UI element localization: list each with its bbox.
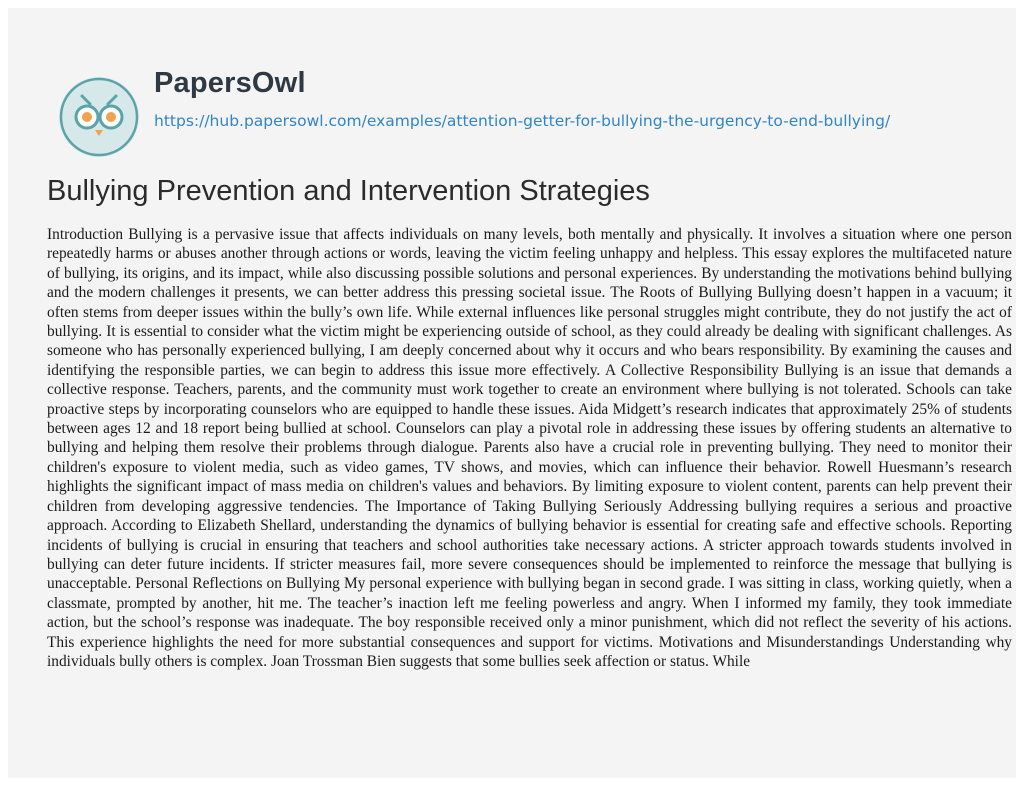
source-url-link[interactable]: https://hub.papersowl.com/examples/attention-getter-for-bullying-the-urgency-to-end-bullying/ bbox=[154, 112, 891, 130]
brand-name: PapersOwl bbox=[154, 67, 306, 99]
document-page bbox=[8, 8, 1016, 778]
owl-face-icon bbox=[56, 74, 142, 160]
article-title: Bullying Prevention and Intervention Strategies bbox=[47, 175, 650, 207]
header bbox=[8, 8, 1016, 158]
article-body: Introduction Bullying is a pervasive issue that affects individuals on many levels, both mentally and physically. It involves a situation where one person repeatedly harms or abuses another through actions or words, leaving the victim feeling unhappy and helpless. This essay explores the multifaceted nature of bullying, its origins, and its impact, while also discussing possible solutions and personal experiences. By understanding the motivations behind bullying and the modern challenges it presents, we can better address this pressing societal issue. The Roots of Bullying Bullying doesn’t happen in a vacuum; it often stems from deeper issues within the bully’s own life. While external influences like personal struggles might contribute, they do not justify the act of bullying. It is essential to consider what the victim might be experiencing outside of school, as they could already be dealing with significant challenges. As someone who has personally experienced bullying, I am deeply concerned about why it occurs and who bears responsibility. By examining the causes and identifying the responsible parties, we can begin to address this issue more effectively. A Collective Responsibility Bullying is an issue that demands a collective response. Teachers, parents, and the community must work together to create an environment where bullying is not tolerated. Schools can take proactive steps by incorporating counselors who are equipped to handle these issues. Aida Midgett’s research indicates that approximately 25% of students between ages 12 and 18 report being bullied at school. Counselors can play a pivotal role in addressing these issues by offering students an alternative to bullying and helping them resolve their problems through dialogue. Parents also have a crucial role in preventing bullying. They need to monitor their children's exposure to violent media, such as video games, TV shows, and movies, which can influence their behavior. Rowell Huesmann’s research highlights the significant impact of mass media on children's values and behaviors. By limiting exposure to violent content, parents can help prevent their children from developing aggressive tendencies. The Importance of Taking Bullying Seriously Addressing bullying requires a serious and proactive approach. According to Elizabeth Shellard, understanding the dynamics of bullying behavior is essential for creating safe and effective schools. Reporting incidents of bullying is crucial in ensuring that teachers and school authorities take necessary actions. A stricter approach towards students involved in bullying can deter future incidents. If stricter measures fail, more severe consequences should be implemented to reinforce the message that bullying is unacceptable. Personal Reflections on Bullying My personal experience with bullying began in second grade. I was sitting in class, working quietly, when a classmate, prompted by another, hit me. The teacher’s inaction left me feeling powerless and angry. When I informed my family, they took immediate action, but the school’s response was inadequate. The boy responsible received only a minor punishment, which did not reflect the severity of his actions. This experience highlights the need for more substantial consequences and support for victims. Motivations and Misunderstandings Understanding why individuals bully others is complex. Joan Trossman Bien suggests that some bullies seek affection or status. While bbox=[47, 226, 1012, 670]
